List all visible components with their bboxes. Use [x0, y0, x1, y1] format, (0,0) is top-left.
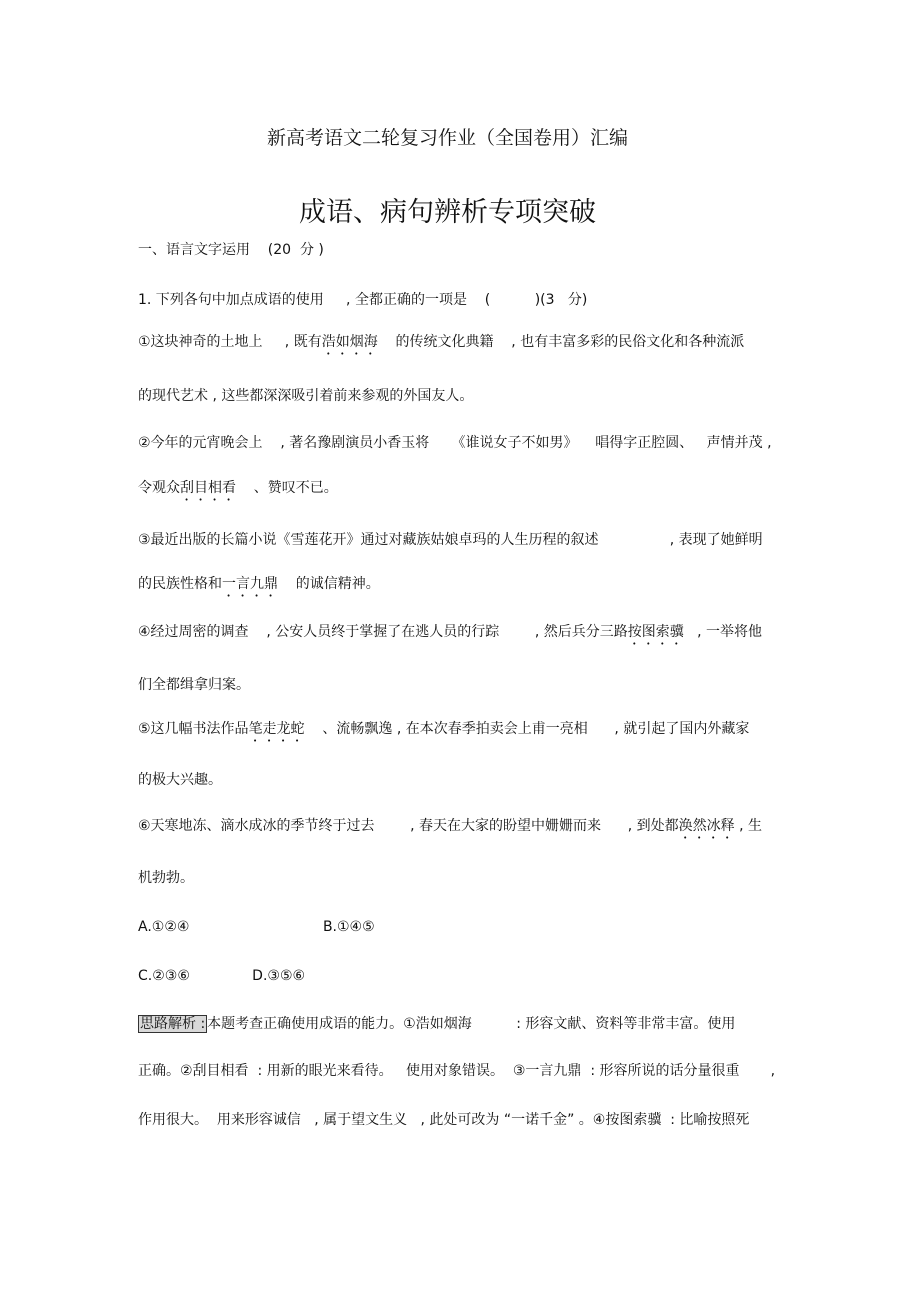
text-line — [138, 386, 473, 406]
text-line — [138, 332, 744, 358]
text-segment: ④经过周密的调查 , 公安人员终于掌握了在逃人员的行踪 , 然后兵分三路 — [138, 624, 628, 640]
text-segment: C.②③⑥ D.③⑤⑥ — [138, 968, 306, 984]
text-line — [138, 966, 305, 986]
text-segment: 、流畅飘逸 , 在本次春季拍卖会上甫一亮相 , 就引起了国内外藏家 — [304, 721, 750, 737]
emphasized-idiom: 刮目相看 — [180, 480, 236, 496]
text-line — [138, 719, 749, 745]
text-segment: ①这块神奇的土地上 , 既有 — [138, 334, 322, 350]
text-segment: ②今年的元宵晚会上 , 著名豫剧演员小香玉将 《谁说女子不如男》 唱得字正腔圆、 声情并茂 , — [138, 435, 772, 451]
text-line — [138, 433, 772, 453]
text-segment: 们全都缉拿归案。 — [138, 677, 250, 693]
text-segment: 正确。②刮目相看 : 用新的眼光来看待。 使用对象错误。 ③一言九鼎 : 形容所说的话分量很重 , — [138, 1063, 776, 1079]
text-line — [138, 574, 380, 600]
text-segment: 1. 下列各句中加点成语的使用 , 全都正确的一项是 ( )(3 分) — [138, 292, 588, 308]
emphasized-idiom: 笔走龙蛇 — [248, 721, 305, 737]
text-segment: ⑤这几幅书法作品 — [138, 721, 249, 737]
text-line — [138, 530, 763, 550]
text-segment: ③最近出版的长篇小说《雪莲花开》通过对藏族姑娘卓玛的人生历程的叙述 , 表现了她鲜明 — [138, 532, 763, 548]
document-subtitle: 新高考语文二轮复习作业（全国卷用）汇编 — [266, 127, 628, 149]
text-line — [138, 917, 375, 937]
text-line — [138, 1110, 749, 1130]
text-segment: A.①②④ B.①④⑤ — [138, 919, 375, 935]
text-line — [138, 1014, 735, 1034]
emphasized-idiom: 按图索骥 — [627, 624, 684, 640]
emphasized-idiom: 涣然冰释 — [678, 818, 735, 834]
text-line — [138, 770, 222, 790]
text-segment: 的民族性格和 — [138, 576, 222, 592]
text-segment: 机勃勃。 — [138, 870, 194, 886]
text-segment: 的传统文化典籍 , 也有丰富多彩的民俗文化和各种流派 — [377, 334, 745, 350]
text-line — [138, 1061, 775, 1081]
text-segment: , 一举将他 — [683, 624, 763, 640]
document-title: 成语、病句辨析专项突破 — [299, 197, 596, 228]
text-segment: 的极大兴趣。 — [138, 772, 222, 788]
text-line — [138, 622, 762, 648]
text-line — [138, 290, 587, 310]
text-segment: , 生 — [734, 818, 763, 834]
text-line — [138, 675, 250, 695]
text-segment: 的现代艺术 , 这些都深深吸引着前来参观的外国友人。 — [138, 388, 474, 404]
emphasized-idiom: 浩如烟海 — [321, 334, 378, 350]
text-segment: 作用很大。 用来形容诚信 , 属于望文生义 , 此处可改为 “一诺千金” 。④按图索骥 : 比喻按照死 — [138, 1112, 750, 1128]
text-segment: 一、语言文字运用 (20 分 ) — [138, 242, 324, 258]
text-segment: 令观众 — [138, 480, 180, 496]
text-line — [138, 478, 338, 504]
text-segment: 本题考查正确使用成语的能力。①浩如烟海 : 形容文献、资料等非常丰富。使用 — [207, 1016, 736, 1032]
analysis-label: 思路解析 : — [140, 1016, 206, 1032]
text-line — [138, 240, 324, 260]
emphasized-idiom: 一言九鼎 — [222, 576, 278, 592]
text-segment: ⑥天寒地冻、滴水成冰的季节终于过去 , 春天在大家的盼望中姗姗而来 , 到处都 — [138, 818, 679, 834]
text-segment: 的诚信精神。 — [278, 576, 380, 592]
text-segment: 、赞叹不已。 — [236, 480, 338, 496]
text-line — [138, 868, 194, 888]
text-line — [138, 816, 762, 842]
